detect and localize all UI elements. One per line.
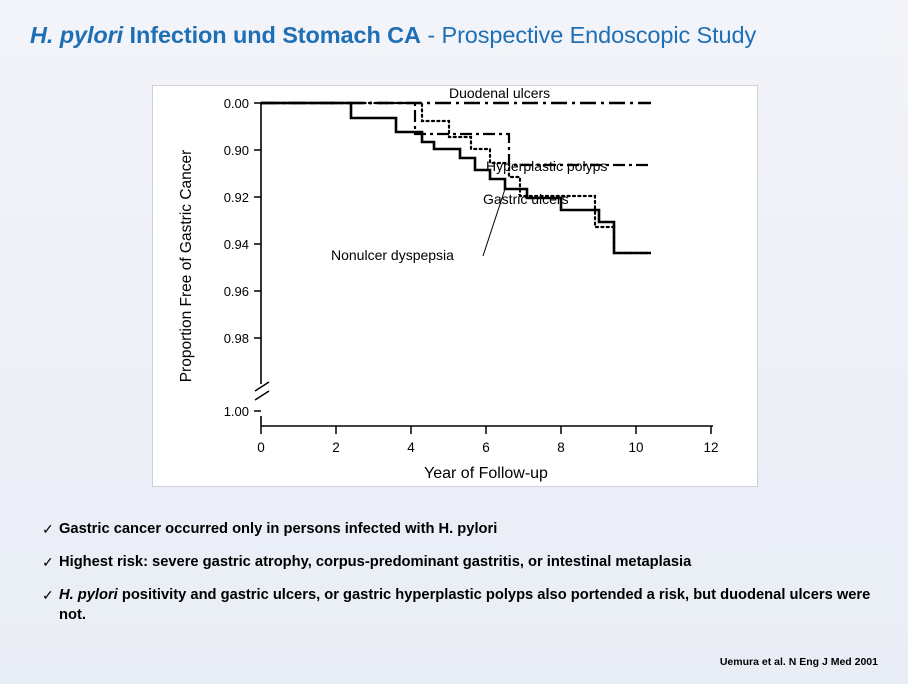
- annotation-duodenal-ulcers: Duodenal ulcers: [449, 86, 551, 101]
- source-citation: Uemura et al. N Eng J Med 2001: [719, 656, 878, 668]
- svg-text:2: 2: [332, 440, 340, 455]
- chart-annotations: [331, 86, 607, 263]
- series-nonulcer-dyspepsia: [261, 103, 651, 253]
- annotation-nonulcer-dyspepsia: Nonulcer dyspepsia: [331, 247, 454, 263]
- chart-figure: [152, 85, 758, 487]
- list-item-text: Highest risk: severe gastric atrophy, corpus-predominant gastritis, or intestinal metaplasia: [59, 553, 692, 570]
- svg-text:4: 4: [407, 440, 415, 455]
- svg-text:8: 8: [557, 440, 565, 455]
- svg-text:0: 0: [257, 440, 265, 455]
- series-gastric-ulcers: [261, 103, 651, 253]
- list-item: [42, 553, 882, 573]
- svg-text:0.98: 0.98: [223, 331, 249, 346]
- svg-text:0.94: 0.94: [223, 237, 249, 252]
- svg-text:0.00: 0.00: [223, 96, 249, 111]
- page-title-italic: H. pylori: [30, 22, 124, 48]
- check-icon: ✓: [42, 553, 54, 570]
- list-item-lead-italic: H. pylori: [59, 586, 118, 603]
- page-title: [30, 22, 880, 49]
- list-item-text: positivity and gastric ulcers, or gastric hyperplastic polyps also portended a risk, but duodenal ulcers were not.: [59, 586, 871, 623]
- bullet-list: [42, 520, 882, 638]
- page-title-tail: - Prospective Endoscopic Study: [420, 22, 757, 48]
- page-title-bold: Infection und Stomach CA: [123, 22, 421, 48]
- chart-y-ticks: [224, 96, 261, 419]
- svg-text:10: 10: [628, 440, 644, 455]
- chart-x-axis-label: Year of Follow-up: [424, 465, 548, 482]
- check-icon: ✓: [42, 586, 54, 603]
- list-item-text: Gastric cancer occurred only in persons infected with H. pylori: [59, 521, 498, 537]
- annotation-hyperplastic-polyps: Hyperplastic polyps: [486, 158, 608, 174]
- svg-text:0.90: 0.90: [223, 143, 249, 158]
- annotation-gastric-ulcers: Gastric ulcers: [483, 191, 569, 207]
- check-icon: ✓: [42, 521, 54, 537]
- svg-text:1.00: 1.00: [223, 404, 249, 419]
- svg-text:6: 6: [482, 440, 490, 455]
- chart-axes: [255, 103, 713, 426]
- survival-chart: [153, 86, 757, 486]
- series-hyperplastic-polyps: [261, 103, 651, 165]
- svg-text:12: 12: [703, 440, 719, 455]
- list-item: [42, 520, 882, 540]
- svg-text:0.92: 0.92: [223, 190, 249, 205]
- chart-x-ticks: [257, 426, 718, 455]
- chart-series-group: [261, 103, 651, 253]
- list-item: [42, 586, 882, 626]
- chart-y-axis-label: Proportion Free of Gastric Cancer: [178, 149, 195, 383]
- svg-text:0.96: 0.96: [223, 284, 249, 299]
